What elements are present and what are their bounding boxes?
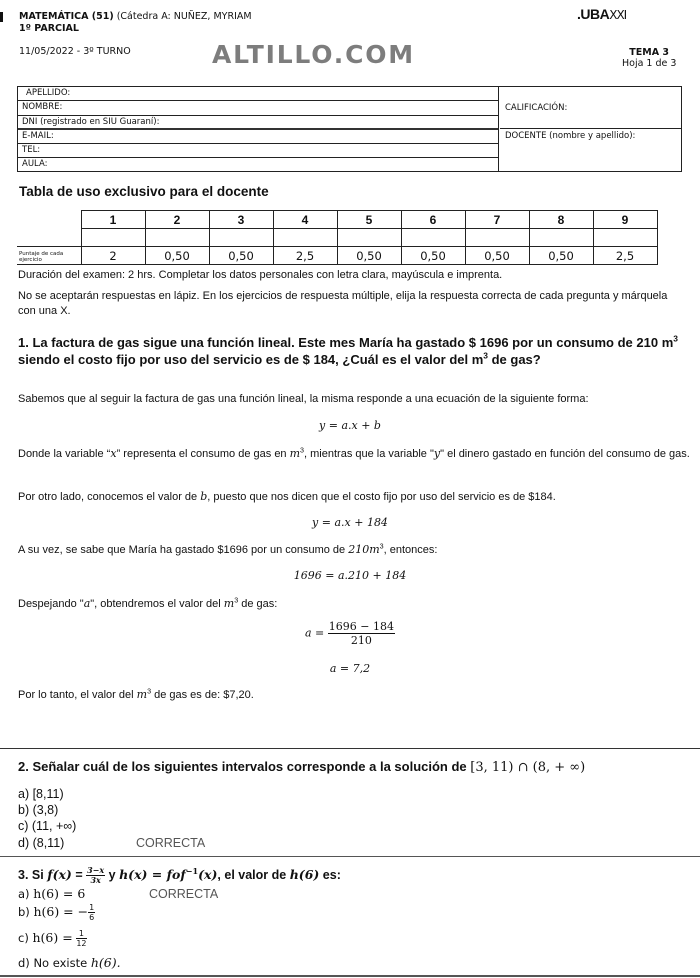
score-cell: 0,50 [337, 247, 401, 265]
score-cell: 0,50 [401, 247, 465, 265]
equation-result [0, 662, 700, 675]
field-nombre[interactable]: NOMBRE: [18, 101, 498, 115]
equation-text: a = 7,2 [329, 662, 371, 675]
text: , mientras que la variable " [304, 448, 434, 460]
empty-label [17, 229, 81, 247]
q1-solution-spent [18, 542, 437, 558]
text: y [105, 868, 120, 882]
text: Donde la variable “ [18, 448, 111, 460]
question-3 [18, 866, 341, 885]
score-cell: 2,5 [593, 247, 657, 265]
score-table [17, 210, 658, 265]
var-m: 210m [348, 543, 380, 556]
text: es: [319, 868, 341, 882]
grade-cell[interactable] [337, 229, 401, 247]
var-m: m [289, 447, 301, 460]
col-header: 1 [81, 211, 145, 229]
score-row [17, 247, 657, 265]
q3-option-c[interactable] [18, 929, 87, 948]
uba-logo [577, 6, 626, 22]
exam-name: 1º PARCIAL [19, 23, 79, 34]
score-table-header-row [17, 211, 657, 229]
option-letter: c) [18, 931, 33, 945]
var-m: m [136, 688, 148, 701]
var-x: x [110, 447, 117, 460]
text: " el dinero gastado en función del consumo de gas. [440, 448, 690, 460]
divider [0, 975, 700, 977]
score-cell: 0,50 [529, 247, 593, 265]
option-letter: d) No existe [18, 956, 91, 970]
option-letter: a) [18, 887, 34, 901]
option-expr: h(6) = − [33, 904, 89, 919]
equation-fraction [0, 620, 700, 647]
score-cell: 0,50 [465, 247, 529, 265]
grade-cell[interactable] [465, 229, 529, 247]
pencil-instruction: No se aceptarán respuestas en lápiz. En los ejercicios de respuesta múltiple, elija la respuesta correcta de cada pregunta y márquela con una X. [18, 290, 668, 317]
var-a: a [83, 597, 91, 610]
uba-logo-thin: XXI [609, 8, 627, 22]
text: , entonces: [383, 544, 438, 556]
field-tel[interactable]: TEL: [18, 144, 498, 158]
course-name: MATEMÁTICA (51) [19, 11, 114, 22]
score-cell: 2 [81, 247, 145, 265]
f-of-x: f(x) [47, 867, 72, 882]
field-aula[interactable]: AULA: [22, 159, 48, 170]
fraction [328, 620, 395, 647]
score-cell: 0,50 [145, 247, 209, 265]
q3-correct-mark: CORRECTA [149, 887, 219, 901]
q2-option-c[interactable]: c) (11, +∞) [18, 819, 77, 833]
sup: 3 [147, 687, 152, 696]
grade-entry-row [17, 229, 657, 247]
col-header: 4 [273, 211, 337, 229]
grade-cell[interactable] [529, 229, 593, 247]
equation-text: y = a.x + 184 [312, 516, 388, 529]
equation-substituted [0, 569, 700, 582]
col-header: 8 [529, 211, 593, 229]
q3-option-b[interactable] [18, 903, 95, 922]
equation-general [0, 419, 700, 432]
q1-solution-solve [18, 596, 277, 612]
text: = [71, 868, 87, 882]
question-1 [18, 334, 698, 368]
uba-logo-bold: .UBA [577, 6, 610, 22]
margin-marker [0, 12, 3, 22]
text: , puesto que nos dicen que el costo fijo por uso del servicio es de $184. [207, 491, 556, 503]
grade-cell[interactable] [145, 229, 209, 247]
q1-answer [18, 687, 254, 703]
fraction [88, 903, 95, 922]
teacher-table-title: Tabla de uso exclusivo para el docente [19, 184, 269, 199]
course-chair: (Cátedra A: NUÑEZ, MYRIAM [113, 11, 252, 22]
equation-lhs: a = [305, 626, 325, 640]
equation-text: y = a.x + b [319, 419, 381, 432]
q2-option-a[interactable]: a) [8,11) [18, 787, 64, 801]
exam-date: 11/05/2022 - 3º TURNO [19, 46, 131, 57]
option-letter: b) [18, 905, 34, 919]
field-apellido[interactable]: APELLIDO: [18, 87, 498, 101]
course-title [19, 11, 252, 22]
equation-text: 1696 = a.210 + 184 [293, 569, 407, 582]
field-dni[interactable]: DNI (registrado en SIU Guaraní): [18, 116, 498, 130]
field-calificacion[interactable]: CALIFICACIÓN: [500, 87, 681, 129]
h-of-6: h(6) [289, 867, 320, 882]
field-email[interactable]: E-MAIL: [18, 130, 498, 144]
col-header: 6 [401, 211, 465, 229]
option-expr: h(6) = [32, 930, 73, 945]
page-counter: Hoja 1 de 3 [622, 58, 677, 69]
grade-cell[interactable] [593, 229, 657, 247]
grade-cell[interactable] [81, 229, 145, 247]
var-y: y [433, 447, 441, 460]
question-2 [18, 758, 585, 776]
col-header: 9 [593, 211, 657, 229]
var-m: m [223, 597, 235, 610]
text: ", obtendremos el valor del [90, 598, 224, 610]
sup: 3 [234, 596, 239, 605]
col-header: 2 [145, 211, 209, 229]
fraction [76, 929, 86, 948]
denominator: 210 [350, 634, 372, 647]
text: de gas es de: $7,20. [151, 689, 254, 701]
denominator: 3x [90, 875, 101, 886]
text: 3. Si [18, 868, 48, 882]
text: A su vez, se sabe que María ha gastado $1696 por un consumo de [18, 544, 349, 556]
q2-option-b[interactable]: b) (3,8) [18, 803, 59, 817]
q1-solution-variables [18, 446, 693, 462]
text: ” representa el consumo de gas en [116, 448, 290, 460]
score-cell: 2,5 [273, 247, 337, 265]
arg: (x) [198, 867, 218, 882]
denominator: 12 [76, 939, 87, 948]
q1-solution-fixed-cost [18, 489, 556, 505]
score-cell: 0,50 [209, 247, 273, 265]
grade-cell[interactable] [209, 229, 273, 247]
numerator: 1696 − 184 [328, 620, 394, 633]
q2-stem: 2. Señalar cuál de los siguientes intervalos corresponde a la solución de [18, 759, 471, 774]
col-header: 7 [465, 211, 529, 229]
divider [0, 856, 700, 857]
option-expr: h(6). [90, 955, 121, 970]
inverse-sup: −1 [185, 865, 199, 876]
tema-label: TEMA 3 [629, 47, 669, 58]
sup: 3 [379, 542, 384, 551]
denominator: 6 [89, 913, 95, 922]
q2-option-d[interactable]: d) (8,11) [18, 836, 65, 850]
q3-option-a[interactable] [18, 886, 85, 902]
divider [0, 748, 700, 749]
grade-cell[interactable] [273, 229, 337, 247]
numerator: 1 [89, 903, 95, 912]
numerator: 1 [76, 929, 86, 939]
option-expr: h(6) = 6 [33, 886, 86, 901]
fraction [86, 866, 105, 885]
q1-sup: 3 [673, 333, 678, 344]
text: de gas: [238, 598, 278, 610]
var-b: b [200, 490, 208, 503]
col-header: 5 [337, 211, 401, 229]
text: , el valor de [217, 868, 290, 882]
col-header: 3 [209, 211, 273, 229]
q2-expression: [3, 11) ∩ (8, + ∞) [470, 760, 586, 775]
field-docente[interactable]: DOCENTE (nombre y apellido): [505, 131, 636, 141]
q1-text-2: siendo el costo fijo por uso del servicio es de $ 184, ¿Cuál es el valor del m [18, 352, 484, 367]
q1-sup: 3 [483, 350, 488, 361]
sup: 3 [300, 446, 305, 455]
h-of-x: h(x) = fof [119, 867, 186, 882]
text: Por lo tanto, el valor del [18, 689, 137, 701]
student-data-form [17, 86, 682, 172]
equation-fixed-cost [0, 516, 700, 529]
text: Despejando " [18, 598, 84, 610]
student-fields [18, 87, 499, 171]
q1-text-3: de gas? [487, 352, 541, 367]
q1-text-1: 1. La factura de gas sigue una función lineal. Este mes María ha gastado $ 1696 por un consumo de 210 m [18, 335, 674, 350]
empty-corner [17, 211, 81, 229]
q3-option-d[interactable] [18, 955, 121, 971]
q1-solution-intro: Sabemos que al seguir la factura de gas una función lineal, la misma responde a una ecuación de la siguiente forma: [18, 393, 589, 405]
duration-instruction: Duración del examen: 2 hrs. Completar los datos personales con letra clara, mayúscula e imprenta. [18, 269, 503, 281]
text: Por otro lado, conocemos el valor de [18, 491, 201, 503]
grade-cell[interactable] [401, 229, 465, 247]
score-row-label: Puntaje de cada ejercicio [17, 247, 81, 265]
q2-correct-mark: CORRECTA [136, 836, 206, 850]
watermark-logo: ALTILLO.COM [212, 40, 415, 69]
numerator: 3−x [87, 865, 105, 876]
